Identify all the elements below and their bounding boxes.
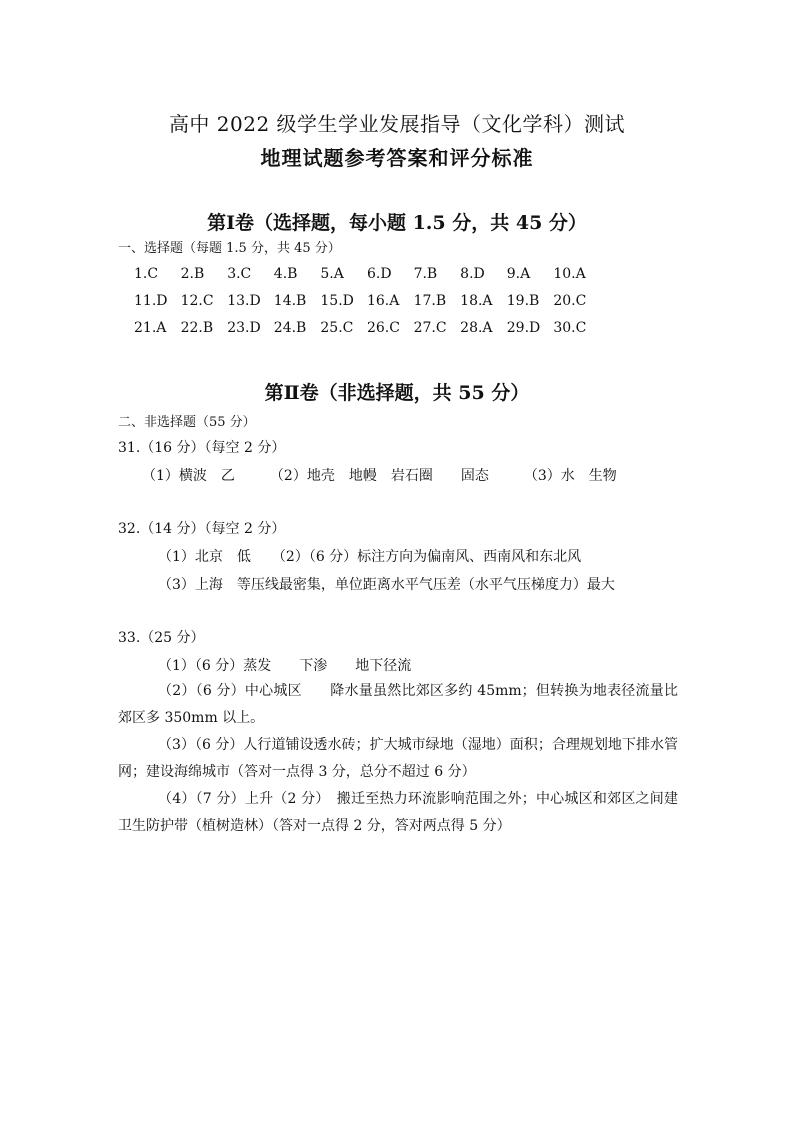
q31-header: 31.（16 分）（每空 2 分） <box>118 440 286 456</box>
mc-answer: 28.A <box>460 320 493 336</box>
mc-answer: 4.B <box>273 266 298 282</box>
q31-answer: （1）横波 乙 （2）地壳 地幔 岩石圈 固态 （3）水 生物 <box>142 468 617 484</box>
mc-answer: 26.C <box>366 320 400 336</box>
mc-answer: 29.D <box>506 320 541 336</box>
mc-answer-grid <box>134 266 600 347</box>
mc-answer: 18.A <box>460 293 493 309</box>
q33-answer-1: （1）（6 分）蒸发 下渗 地下径流 <box>158 658 412 674</box>
mc-answer: 7.B <box>413 266 438 282</box>
part1-heading: 第Ⅰ卷（选择题，每小题 1.5 分，共 45 分） <box>207 212 587 234</box>
q33-answer-4: （4）（7 分）上升（2 分） 搬迁至热力环流影响范围之外；中心城区和郊区之间建卫生防护带（植树造林）（答对一点得 2 分，答对两点得 5 分） <box>118 791 678 834</box>
mc-answer: 17.B <box>413 293 447 309</box>
mc-answer: 12.C <box>180 293 214 309</box>
mc-answer: 3.C <box>227 266 252 282</box>
mc-answer: 27.C <box>413 320 447 336</box>
mc-answer: 8.D <box>460 266 485 282</box>
mc-answer-row <box>134 320 600 347</box>
mc-answer: 16.A <box>366 293 400 309</box>
mc-answer: 15.D <box>320 293 354 309</box>
q33-answer-2: （2）（6 分）中心城区 降水量虽然比郊区多约 45mm；但转换为地表径流量比郊区多 350mm 以上。 <box>118 683 678 726</box>
mc-answer: 23.D <box>227 320 261 336</box>
mc-answer: 14.B <box>273 293 307 309</box>
q32-header: 32.（14 分）（每空 2 分） <box>118 521 286 537</box>
part1-subheading: 一、选择题（每题 1.5 分，共 45 分） <box>118 241 341 256</box>
mc-answer: 20.C <box>553 293 587 309</box>
mc-answer: 6.D <box>366 266 392 282</box>
document-title-line2: 地理试题参考答案和评分标准 <box>260 146 534 170</box>
mc-answer: 25.C <box>320 320 354 336</box>
mc-answer: 10.A <box>553 266 586 282</box>
mc-answer: 9.A <box>506 266 531 282</box>
q32-answer-line2: （3）上海 等压线最密集，单位距离水平气压差（水平气压梯度力）最大 <box>158 577 615 593</box>
mc-answer: 11.D <box>134 293 168 309</box>
mc-answer: 13.D <box>227 293 261 309</box>
mc-answer: 19.B <box>506 293 540 309</box>
mc-answer: 5.A <box>320 266 344 282</box>
mc-answer: 2.B <box>180 266 205 282</box>
mc-answer: 21.A <box>134 320 167 336</box>
q32-answer-line1: （1）北京 低 （2）（6 分）标注方向为偏南风、西南风和东北风 <box>158 549 582 565</box>
mc-answer: 1.C <box>134 266 159 282</box>
mc-answer: 22.B <box>180 320 214 336</box>
mc-answer-row <box>134 293 600 320</box>
mc-answer: 30.C <box>553 320 587 336</box>
q33-answer-3: （3）（6 分）人行道铺设透水砖；扩大城市绿地（湿地）面积；合理规划地下排水管网；建设海绵城市（答对一点得 3 分，总分不超过 6 分） <box>118 737 678 780</box>
q33-header: 33.（25 分） <box>118 630 205 646</box>
part2-subheading: 二、非选择题（55 分） <box>118 415 256 430</box>
part2-heading: 第Ⅱ卷（非选择题，共 55 分） <box>264 382 530 404</box>
document-title-line1: 高中 2022 级学生学业发展指导（文化学科）测试 <box>168 112 626 136</box>
mc-answer: 24.B <box>273 320 307 336</box>
mc-answer-row <box>134 266 600 293</box>
